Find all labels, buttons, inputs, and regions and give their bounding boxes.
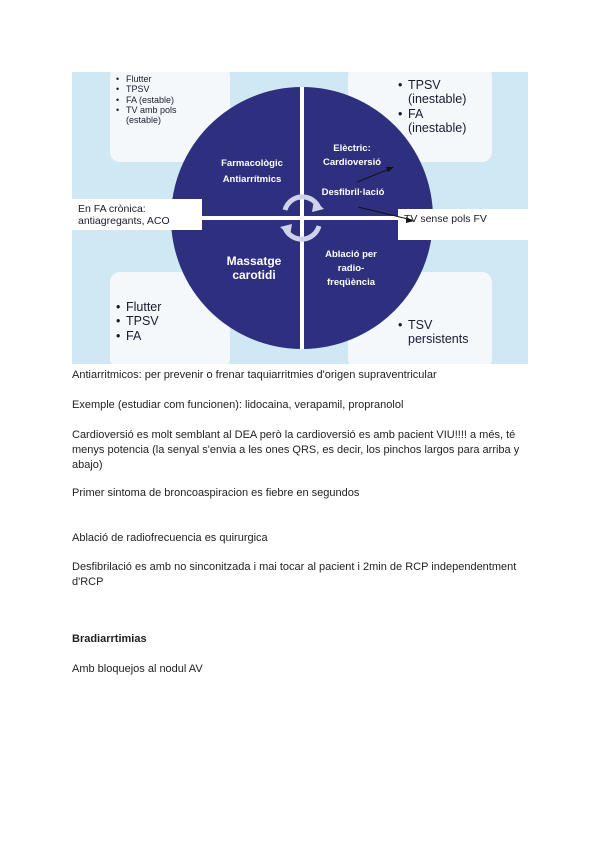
list-item: • TV amb pols (estable) (116, 105, 188, 126)
section-heading: Bradiarrtimias (72, 633, 147, 645)
paragraph-bronchoaspiration: Primer sintoma de broncoaspiracion es fiebre en segundos (72, 487, 360, 499)
quadrant-carotid-massage: Massatge carotidi (226, 254, 282, 282)
list-item: • FA (inestable) (398, 107, 478, 136)
quadrant-defibrillation: Desfibril·lació (321, 187, 385, 198)
paragraph-antiarrhythmics: Antiarritmicos: per prevenir o frenar taquiarritmies d'origen supraventricular (72, 369, 437, 381)
box-top-left-list (116, 74, 226, 126)
paragraph-defibrillation: Desfibrilació es amb no sinconitzada i mai tocar al pacient i 2min de RCP independentment d'RCP (72, 561, 517, 588)
list-item: • FA (estable) (116, 95, 226, 105)
list-item: • TSV persistents (398, 318, 478, 347)
paragraph-cardioversion: Cardioversió es molt semblant al DEA però la cardioversió es amb pacient VIU!!!! a més, té menys potencia (la senyal s'envia a les ones QRS, es decir, los pinchos largos para arriba y abajo) (72, 429, 520, 471)
left-bar-label: En FA crònica: antiagregants, ACO (78, 203, 170, 228)
box-bottom-right-list (398, 318, 488, 347)
list-item: • FA (116, 329, 216, 343)
quadrant-electrical: Elèctric: Cardioversió (322, 143, 382, 168)
box-top-right-list (398, 78, 488, 136)
list-item: • Flutter (116, 74, 226, 84)
treatment-diagram (72, 72, 528, 364)
list-item: • Flutter (116, 300, 216, 314)
quadrant-pharmacological: Farmacològic Antiarrítmics (221, 158, 283, 185)
list-item: • TPSV (116, 84, 226, 94)
paragraph-ablation: Ablació de radiofrecuencia es quirurgica (72, 532, 268, 544)
paragraph-av-node: Amb bloquejos al nodul AV (72, 663, 203, 675)
paragraph-example: Exemple (estudiar com funcionen): lidocaina, verapamil, propranolol (72, 399, 404, 411)
right-bar-label: TV sense pols FV (404, 213, 487, 225)
quadrant-ablation: Ablació per radio-freqüència (325, 249, 377, 288)
list-item: • TPSV (116, 314, 216, 328)
box-bottom-left-list (116, 300, 216, 343)
list-item: • TPSV (inestable) (398, 78, 478, 107)
